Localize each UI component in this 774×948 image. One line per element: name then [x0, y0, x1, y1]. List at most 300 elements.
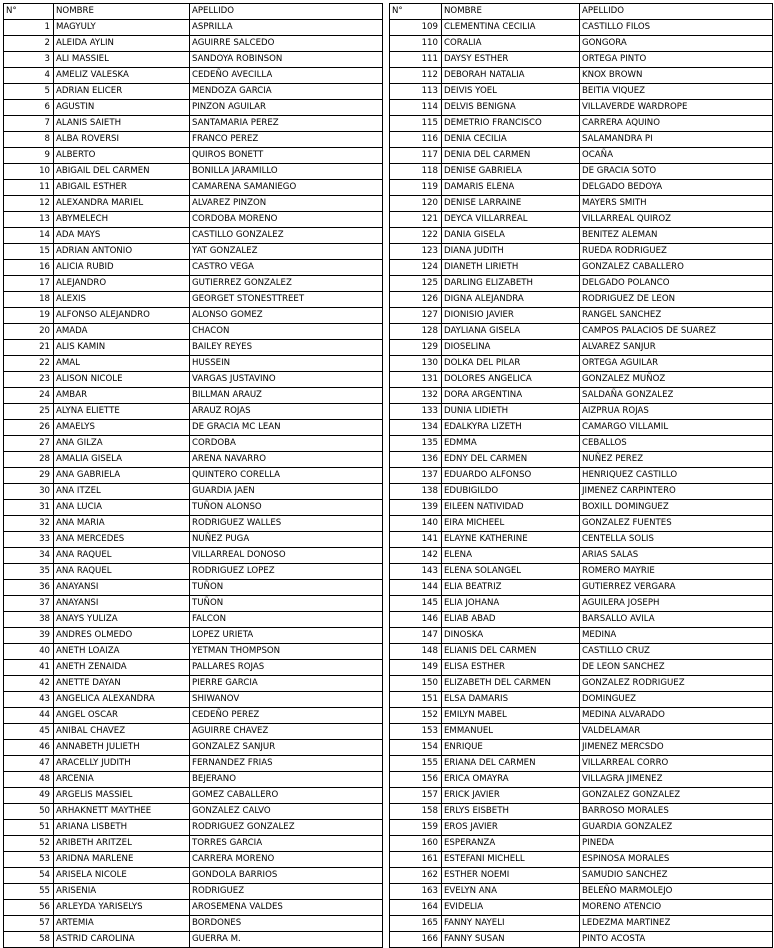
row-nombre: EDMMA: [442, 436, 580, 452]
row-apellido: GEORGET STONESTTREET: [190, 292, 383, 308]
row-apellido: GUTIERREZ GONZALEZ: [190, 276, 383, 292]
row-number: 49: [4, 788, 54, 804]
row-nombre: ARTEMIA: [54, 916, 190, 932]
row-apellido: CEBALLOS: [580, 436, 773, 452]
header-nombre: NOMBRE: [442, 4, 580, 20]
row-number: 113: [390, 84, 442, 100]
row-number: 122: [390, 228, 442, 244]
table-row: [390, 900, 773, 916]
table-row: [390, 516, 773, 532]
row-nombre: DAYSY ESTHER: [442, 52, 580, 68]
row-apellido: YETMAN THOMPSON: [190, 644, 383, 660]
row-nombre: ARCENIA: [54, 772, 190, 788]
row-nombre: ELENA SOLANGEL: [442, 564, 580, 580]
row-nombre: ELIA JOHANA: [442, 596, 580, 612]
row-number: 146: [390, 612, 442, 628]
row-apellido: SAMUDIO SANCHEZ: [580, 868, 773, 884]
table-row: [4, 532, 383, 548]
table-row: [390, 116, 773, 132]
row-apellido: BARSALLO AVILA: [580, 612, 773, 628]
table-row: [4, 868, 383, 884]
row-apellido: PALLARES ROJAS: [190, 660, 383, 676]
row-nombre: ABIGAIL ESTHER: [54, 180, 190, 196]
row-number: 162: [390, 868, 442, 884]
row-number: 47: [4, 756, 54, 772]
row-nombre: EMILYN MABEL: [442, 708, 580, 724]
row-number: 159: [390, 820, 442, 836]
row-nombre: AMALIA GISELA: [54, 452, 190, 468]
table-row: [390, 452, 773, 468]
table-row: [4, 916, 383, 932]
row-number: 56: [4, 900, 54, 916]
row-apellido: SALDAÑA GONZALEZ: [580, 388, 773, 404]
table-row: [4, 420, 383, 436]
row-number: 145: [390, 596, 442, 612]
row-apellido: AGUIRRE SALCEDO: [190, 36, 383, 52]
header-apellido: APELLIDO: [190, 4, 383, 20]
row-nombre: ANA GILZA: [54, 436, 190, 452]
row-nombre: ELIZABETH DEL CARMEN: [442, 676, 580, 692]
row-nombre: ELIAB ABAD: [442, 612, 580, 628]
table-row: [390, 292, 773, 308]
row-nombre: CORALIA: [442, 36, 580, 52]
row-apellido: CAMPOS PALACIOS DE SUAREZ: [580, 324, 773, 340]
row-apellido: BENITEZ ALEMAN: [580, 228, 773, 244]
table-row: [4, 548, 383, 564]
table-row: [390, 20, 773, 36]
table-row: [4, 68, 383, 84]
row-nombre: ALICIA RUBID: [54, 260, 190, 276]
table-row: [4, 884, 383, 900]
row-apellido: JIMENEZ MERCSDO: [580, 740, 773, 756]
row-nombre: ARACELLY JUDITH: [54, 756, 190, 772]
row-nombre: EDNY DEL CARMEN: [442, 452, 580, 468]
row-nombre: DENIA CECILIA: [442, 132, 580, 148]
table-row: [390, 372, 773, 388]
row-nombre: EVELYN ANA: [442, 884, 580, 900]
row-nombre: EIRA MICHEEL: [442, 516, 580, 532]
table-row: [4, 516, 383, 532]
row-number: 40: [4, 644, 54, 660]
row-nombre: DOLORES ANGELICA: [442, 372, 580, 388]
table-row: [4, 612, 383, 628]
row-nombre: FANNY SUSAN: [442, 932, 580, 948]
row-nombre: ANA GABRIELA: [54, 468, 190, 484]
row-nombre: ERICK JAVIER: [442, 788, 580, 804]
row-number: 144: [390, 580, 442, 596]
row-apellido: TUÑON: [190, 580, 383, 596]
row-number: 114: [390, 100, 442, 116]
row-apellido: FALCON: [190, 612, 383, 628]
table-row: [4, 180, 383, 196]
row-nombre: FANNY NAYELI: [442, 916, 580, 932]
row-number: 133: [390, 404, 442, 420]
table-row: [4, 340, 383, 356]
row-number: 20: [4, 324, 54, 340]
row-nombre: ANAYANSI: [54, 596, 190, 612]
row-nombre: MAGYULY: [54, 20, 190, 36]
row-nombre: ANA RAQUEL: [54, 548, 190, 564]
table-row: [390, 628, 773, 644]
table-row: [4, 676, 383, 692]
row-number: 21: [4, 340, 54, 356]
row-apellido: GONZALEZ MUÑOZ: [580, 372, 773, 388]
row-number: 29: [4, 468, 54, 484]
row-nombre: ABIGAIL DEL CARMEN: [54, 164, 190, 180]
header-row: [390, 4, 773, 20]
table-row: [4, 132, 383, 148]
row-number: 117: [390, 148, 442, 164]
row-apellido: RODRIGUEZ DE LEON: [580, 292, 773, 308]
row-apellido: GONGORA: [580, 36, 773, 52]
header-num: N°: [4, 4, 54, 20]
row-nombre: ANNABETH JULIETH: [54, 740, 190, 756]
row-nombre: ANIBAL CHAVEZ: [54, 724, 190, 740]
row-apellido: ARAUZ ROJAS: [190, 404, 383, 420]
row-apellido: BELEÑO MARMOLEJO: [580, 884, 773, 900]
table-row: [4, 900, 383, 916]
row-nombre: ALYNA ELIETTE: [54, 404, 190, 420]
row-number: 8: [4, 132, 54, 148]
row-number: 6: [4, 100, 54, 116]
row-apellido: HENRIQUEZ CASTILLO: [580, 468, 773, 484]
row-nombre: EDUARDO ALFONSO: [442, 468, 580, 484]
row-number: 9: [4, 148, 54, 164]
row-nombre: ERICA OMAYRA: [442, 772, 580, 788]
row-number: 23: [4, 372, 54, 388]
row-apellido: ALVAREZ PINZON: [190, 196, 383, 212]
table-row: [390, 884, 773, 900]
table-row: [4, 324, 383, 340]
row-nombre: ADA MAYS: [54, 228, 190, 244]
table-row: [390, 228, 773, 244]
row-number: 116: [390, 132, 442, 148]
row-nombre: AMADA: [54, 324, 190, 340]
table-row: [390, 244, 773, 260]
row-number: 118: [390, 164, 442, 180]
row-apellido: GONZALEZ CABALLERO: [580, 260, 773, 276]
row-apellido: BARROSO MORALES: [580, 804, 773, 820]
row-apellido: GONZALEZ GONZALEZ: [580, 788, 773, 804]
row-number: 120: [390, 196, 442, 212]
table-row: [4, 308, 383, 324]
table-row: [4, 276, 383, 292]
row-number: 37: [4, 596, 54, 612]
row-number: 151: [390, 692, 442, 708]
row-nombre: EDUBIGILDO: [442, 484, 580, 500]
row-apellido: RODRIGUEZ WALLES: [190, 516, 383, 532]
row-nombre: EILEEN NATIVIDAD: [442, 500, 580, 516]
table-row: [4, 196, 383, 212]
table-row: [4, 932, 383, 948]
row-apellido: NUÑEZ PEREZ: [580, 452, 773, 468]
row-nombre: ELIA BEATRIZ: [442, 580, 580, 596]
table-row: [390, 676, 773, 692]
table-row: [390, 468, 773, 484]
row-number: 30: [4, 484, 54, 500]
table-row: [390, 212, 773, 228]
table-row: [4, 244, 383, 260]
table-row: [4, 596, 383, 612]
row-apellido: BOXILL DOMINGUEZ: [580, 500, 773, 516]
row-nombre: ARISENIA: [54, 884, 190, 900]
row-nombre: DINOSKA: [442, 628, 580, 644]
row-number: 166: [390, 932, 442, 948]
row-nombre: CLEMENTINA CECILIA: [442, 20, 580, 36]
row-number: 22: [4, 356, 54, 372]
table-row: [4, 148, 383, 164]
row-number: 51: [4, 820, 54, 836]
table-row: [390, 436, 773, 452]
header-row: [4, 4, 383, 20]
row-number: 43: [4, 692, 54, 708]
row-apellido: ALONSO GOMEZ: [190, 308, 383, 324]
row-number: 58: [4, 932, 54, 948]
table-row: [390, 52, 773, 68]
row-number: 150: [390, 676, 442, 692]
row-number: 157: [390, 788, 442, 804]
table-row: [390, 500, 773, 516]
row-number: 155: [390, 756, 442, 772]
row-number: 24: [4, 388, 54, 404]
table-row: [4, 564, 383, 580]
row-number: 45: [4, 724, 54, 740]
row-number: 111: [390, 52, 442, 68]
row-apellido: ALVAREZ SANJUR: [580, 340, 773, 356]
row-apellido: CHACON: [190, 324, 383, 340]
row-apellido: PIERRE GARCIA: [190, 676, 383, 692]
table-row: [4, 372, 383, 388]
row-apellido: GUARDIA GONZALEZ: [580, 820, 773, 836]
row-apellido: CARRERA MORENO: [190, 852, 383, 868]
table-row: [4, 772, 383, 788]
row-nombre: ALEJANDRO: [54, 276, 190, 292]
table-row: [4, 116, 383, 132]
row-apellido: MAYERS SMITH: [580, 196, 773, 212]
row-apellido: CASTILLO FILOS: [580, 20, 773, 36]
row-number: 140: [390, 516, 442, 532]
row-nombre: DIGNA ALEJANDRA: [442, 292, 580, 308]
row-apellido: TORRES GARCIA: [190, 836, 383, 852]
table-row: [390, 740, 773, 756]
right-name-table: [389, 3, 773, 948]
row-number: 154: [390, 740, 442, 756]
row-apellido: RODRIGUEZ: [190, 884, 383, 900]
table-row: [390, 324, 773, 340]
row-nombre: ARGELIS MASSIEL: [54, 788, 190, 804]
row-number: 143: [390, 564, 442, 580]
row-nombre: DIOSELINA: [442, 340, 580, 356]
table-row: [4, 468, 383, 484]
row-number: 41: [4, 660, 54, 676]
row-nombre: ERIANA DEL CARMEN: [442, 756, 580, 772]
table-row: [4, 852, 383, 868]
table-row: [4, 404, 383, 420]
table-row: [390, 868, 773, 884]
row-nombre: ESPERANZA: [442, 836, 580, 852]
table-row: [4, 820, 383, 836]
row-nombre: ELIANIS DEL CARMEN: [442, 644, 580, 660]
row-nombre: ALIS KAMIN: [54, 340, 190, 356]
row-apellido: AIZPRUA ROJAS: [580, 404, 773, 420]
row-nombre: EDALKYRA LIZETH: [442, 420, 580, 436]
row-apellido: PINEDA: [580, 836, 773, 852]
row-number: 53: [4, 852, 54, 868]
left-table-body: [4, 4, 383, 948]
table-row: [390, 84, 773, 100]
row-nombre: ELISA ESTHER: [442, 660, 580, 676]
row-number: 121: [390, 212, 442, 228]
row-apellido: CASTILLO CRUZ: [580, 644, 773, 660]
row-number: 124: [390, 260, 442, 276]
row-nombre: ANAYANSI: [54, 580, 190, 596]
row-number: 125: [390, 276, 442, 292]
row-apellido: GOMEZ CABALLERO: [190, 788, 383, 804]
row-apellido: VARGAS JUSTAVINO: [190, 372, 383, 388]
row-nombre: DAMARIS ELENA: [442, 180, 580, 196]
table-row: [390, 660, 773, 676]
row-apellido: BEJERANO: [190, 772, 383, 788]
row-number: 3: [4, 52, 54, 68]
row-apellido: SANDOYA ROBINSON: [190, 52, 383, 68]
row-nombre: ARISELA NICOLE: [54, 868, 190, 884]
row-nombre: ARLEYDA YARISELYS: [54, 900, 190, 916]
row-number: 54: [4, 868, 54, 884]
row-number: 4: [4, 68, 54, 84]
row-number: 136: [390, 452, 442, 468]
row-apellido: VILLARREAL DONOSO: [190, 548, 383, 564]
row-apellido: BONILLA JARAMILLO: [190, 164, 383, 180]
table-row: [390, 612, 773, 628]
row-apellido: BILLMAN ARAUZ: [190, 388, 383, 404]
table-row: [4, 724, 383, 740]
row-apellido: CEDEÑO PEREZ: [190, 708, 383, 724]
row-number: 132: [390, 388, 442, 404]
row-number: 28: [4, 452, 54, 468]
row-number: 1: [4, 20, 54, 36]
row-number: 42: [4, 676, 54, 692]
row-number: 149: [390, 660, 442, 676]
row-nombre: ANA MERCEDES: [54, 532, 190, 548]
table-row: [4, 36, 383, 52]
table-row: [390, 756, 773, 772]
row-apellido: CEDEÑO AVECILLA: [190, 68, 383, 84]
row-apellido: TUÑON ALONSO: [190, 500, 383, 516]
row-nombre: ADRIAN ANTONIO: [54, 244, 190, 260]
row-apellido: GONDOLA BARRIOS: [190, 868, 383, 884]
row-nombre: DOLKA DEL PILAR: [442, 356, 580, 372]
table-row: [4, 836, 383, 852]
row-nombre: DIONISIO JAVIER: [442, 308, 580, 324]
row-nombre: ANETH ZENAIDA: [54, 660, 190, 676]
table-row: [4, 660, 383, 676]
row-apellido: BORDONES: [190, 916, 383, 932]
row-nombre: ALI MASSIEL: [54, 52, 190, 68]
table-row: [4, 260, 383, 276]
row-apellido: MEDINA: [580, 628, 773, 644]
row-number: 14: [4, 228, 54, 244]
table-row: [4, 20, 383, 36]
row-apellido: AROSEMENA VALDES: [190, 900, 383, 916]
row-number: 126: [390, 292, 442, 308]
row-number: 152: [390, 708, 442, 724]
row-nombre: ESTEFANI MICHELL: [442, 852, 580, 868]
row-nombre: ARIANA LISBETH: [54, 820, 190, 836]
row-apellido: ORTEGA AGUILAR: [580, 356, 773, 372]
row-apellido: ROMERO MAYRIE: [580, 564, 773, 580]
row-number: 134: [390, 420, 442, 436]
row-number: 5: [4, 84, 54, 100]
row-number: 156: [390, 772, 442, 788]
table-row: [4, 164, 383, 180]
row-number: 36: [4, 580, 54, 596]
row-number: 148: [390, 644, 442, 660]
table-row: [390, 356, 773, 372]
row-apellido: VILLAGRA JIMENEZ: [580, 772, 773, 788]
table-row: [390, 164, 773, 180]
row-nombre: DUNIA LIDIETH: [442, 404, 580, 420]
row-apellido: CASTILLO GONZALEZ: [190, 228, 383, 244]
row-apellido: DE GRACIA SOTO: [580, 164, 773, 180]
row-number: 52: [4, 836, 54, 852]
row-apellido: MENDOZA GARCIA: [190, 84, 383, 100]
row-number: 110: [390, 36, 442, 52]
row-apellido: ASPRILLA: [190, 20, 383, 36]
table-row: [4, 740, 383, 756]
table-row: [390, 404, 773, 420]
table-row: [390, 772, 773, 788]
table-row: [4, 388, 383, 404]
row-number: 46: [4, 740, 54, 756]
table-row: [390, 484, 773, 500]
row-nombre: ERLYS EISBETH: [442, 804, 580, 820]
row-apellido: VILLARREAL QUIROZ: [580, 212, 773, 228]
row-nombre: ANA ITZEL: [54, 484, 190, 500]
table-row: [390, 36, 773, 52]
row-number: 16: [4, 260, 54, 276]
row-apellido: DE GRACIA MC LEAN: [190, 420, 383, 436]
table-row: [390, 180, 773, 196]
row-number: 34: [4, 548, 54, 564]
row-number: 158: [390, 804, 442, 820]
row-apellido: FERNANDEZ FRIAS: [190, 756, 383, 772]
row-apellido: GUTIERREZ VERGARA: [580, 580, 773, 596]
row-nombre: ANA MARIA: [54, 516, 190, 532]
row-nombre: DIANETH LIRIETH: [442, 260, 580, 276]
row-apellido: MORENO ATENCIO: [580, 900, 773, 916]
row-apellido: ESPINOSA MORALES: [580, 852, 773, 868]
row-number: 13: [4, 212, 54, 228]
row-apellido: VALDELAMAR: [580, 724, 773, 740]
row-nombre: ENRIQUE: [442, 740, 580, 756]
row-number: 39: [4, 628, 54, 644]
row-apellido: RODRIGUEZ LOPEZ: [190, 564, 383, 580]
table-row: [390, 596, 773, 612]
row-number: 164: [390, 900, 442, 916]
row-number: 141: [390, 532, 442, 548]
table-row: [390, 100, 773, 116]
row-nombre: ANA LUCIA: [54, 500, 190, 516]
table-row: [390, 564, 773, 580]
row-number: 55: [4, 884, 54, 900]
row-number: 7: [4, 116, 54, 132]
table-row: [390, 420, 773, 436]
row-apellido: VILLARREAL CORRO: [580, 756, 773, 772]
table-row: [390, 788, 773, 804]
row-nombre: ANAYS YULIZA: [54, 612, 190, 628]
row-number: 27: [4, 436, 54, 452]
row-nombre: DARLING ELIZABETH: [442, 276, 580, 292]
